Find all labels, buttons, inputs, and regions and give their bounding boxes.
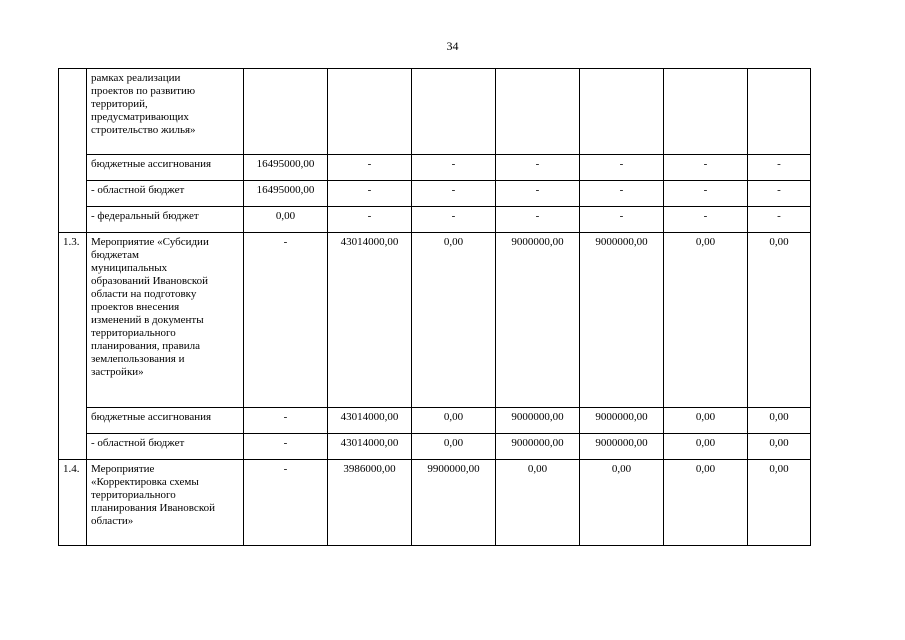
row-description: Мероприятие «Субсидии бюджетам муниципальных образований Ивановской области на подготовку проектов внесения изменений в документы территориального планирования, правила землепользования и застройки» <box>87 233 244 408</box>
value-cell: 0,00 <box>412 408 496 434</box>
value-cell: 0,00 <box>748 233 811 408</box>
value-cell: - <box>244 460 328 546</box>
table-row <box>59 69 811 155</box>
value-cell: - <box>328 181 412 207</box>
value-cell: - <box>412 155 496 181</box>
value-cell: 0,00 <box>664 460 748 546</box>
value-cell: - <box>412 207 496 233</box>
value-cell <box>328 69 412 155</box>
value-cell: 16495000,00 <box>244 181 328 207</box>
value-cell: 9000000,00 <box>580 408 664 434</box>
value-cell: - <box>664 155 748 181</box>
row-label: - областной бюджет <box>87 181 244 207</box>
table-row <box>59 434 811 460</box>
value-cell: - <box>496 155 580 181</box>
value-cell: 0,00 <box>748 434 811 460</box>
value-cell <box>412 69 496 155</box>
row-label: бюджетные ассигнования <box>87 155 244 181</box>
value-cell <box>496 69 580 155</box>
value-cell: - <box>244 408 328 434</box>
value-cell: - <box>496 207 580 233</box>
page-number: 34 <box>446 39 459 53</box>
value-cell: - <box>748 155 811 181</box>
value-cell: 9000000,00 <box>580 233 664 408</box>
row-description: рамках реализации проектов по развитию территорий, предусматривающих строительство жилья» <box>87 69 244 155</box>
value-cell: - <box>748 181 811 207</box>
value-cell <box>664 69 748 155</box>
value-cell: - <box>496 181 580 207</box>
budget-table <box>58 68 811 546</box>
value-cell: - <box>412 181 496 207</box>
value-cell: 9000000,00 <box>496 434 580 460</box>
value-cell: 9000000,00 <box>580 434 664 460</box>
value-cell: 0,00 <box>664 233 748 408</box>
value-cell: 16495000,00 <box>244 155 328 181</box>
row-label: - федеральный бюджет <box>87 207 244 233</box>
value-cell: 0,00 <box>580 460 664 546</box>
table-row <box>59 155 811 181</box>
table-row <box>59 408 811 434</box>
row-description: Мероприятие «Корректировка схемы территориального планирования Ивановской области» <box>87 460 244 546</box>
table-row <box>59 460 811 546</box>
value-cell: 0,00 <box>496 460 580 546</box>
row-number: 1.4. <box>59 460 87 546</box>
value-cell: 9000000,00 <box>496 408 580 434</box>
row-label: - областной бюджет <box>87 434 244 460</box>
value-cell: 9000000,00 <box>496 233 580 408</box>
row-number <box>59 69 87 233</box>
row-label: бюджетные ассигнования <box>87 408 244 434</box>
value-cell: - <box>244 233 328 408</box>
value-cell: 0,00 <box>748 460 811 546</box>
value-cell: 3986000,00 <box>328 460 412 546</box>
value-cell: 0,00 <box>748 408 811 434</box>
value-cell: 0,00 <box>664 408 748 434</box>
value-cell: 43014000,00 <box>328 408 412 434</box>
value-cell <box>748 69 811 155</box>
value-cell <box>244 69 328 155</box>
value-cell <box>580 69 664 155</box>
value-cell: 0,00 <box>412 233 496 408</box>
value-cell: - <box>580 181 664 207</box>
value-cell: - <box>328 155 412 181</box>
value-cell: 0,00 <box>664 434 748 460</box>
value-cell: 43014000,00 <box>328 434 412 460</box>
value-cell: 9900000,00 <box>412 460 496 546</box>
value-cell: - <box>244 434 328 460</box>
value-cell: 43014000,00 <box>328 233 412 408</box>
value-cell: - <box>748 207 811 233</box>
row-number: 1.3. <box>59 233 87 460</box>
value-cell: - <box>580 207 664 233</box>
value-cell: 0,00 <box>244 207 328 233</box>
value-cell: 0,00 <box>412 434 496 460</box>
value-cell: - <box>664 207 748 233</box>
value-cell: - <box>328 207 412 233</box>
table-row <box>59 233 811 408</box>
table-row <box>59 181 811 207</box>
table-row <box>59 207 811 233</box>
value-cell: - <box>580 155 664 181</box>
value-cell: - <box>664 181 748 207</box>
